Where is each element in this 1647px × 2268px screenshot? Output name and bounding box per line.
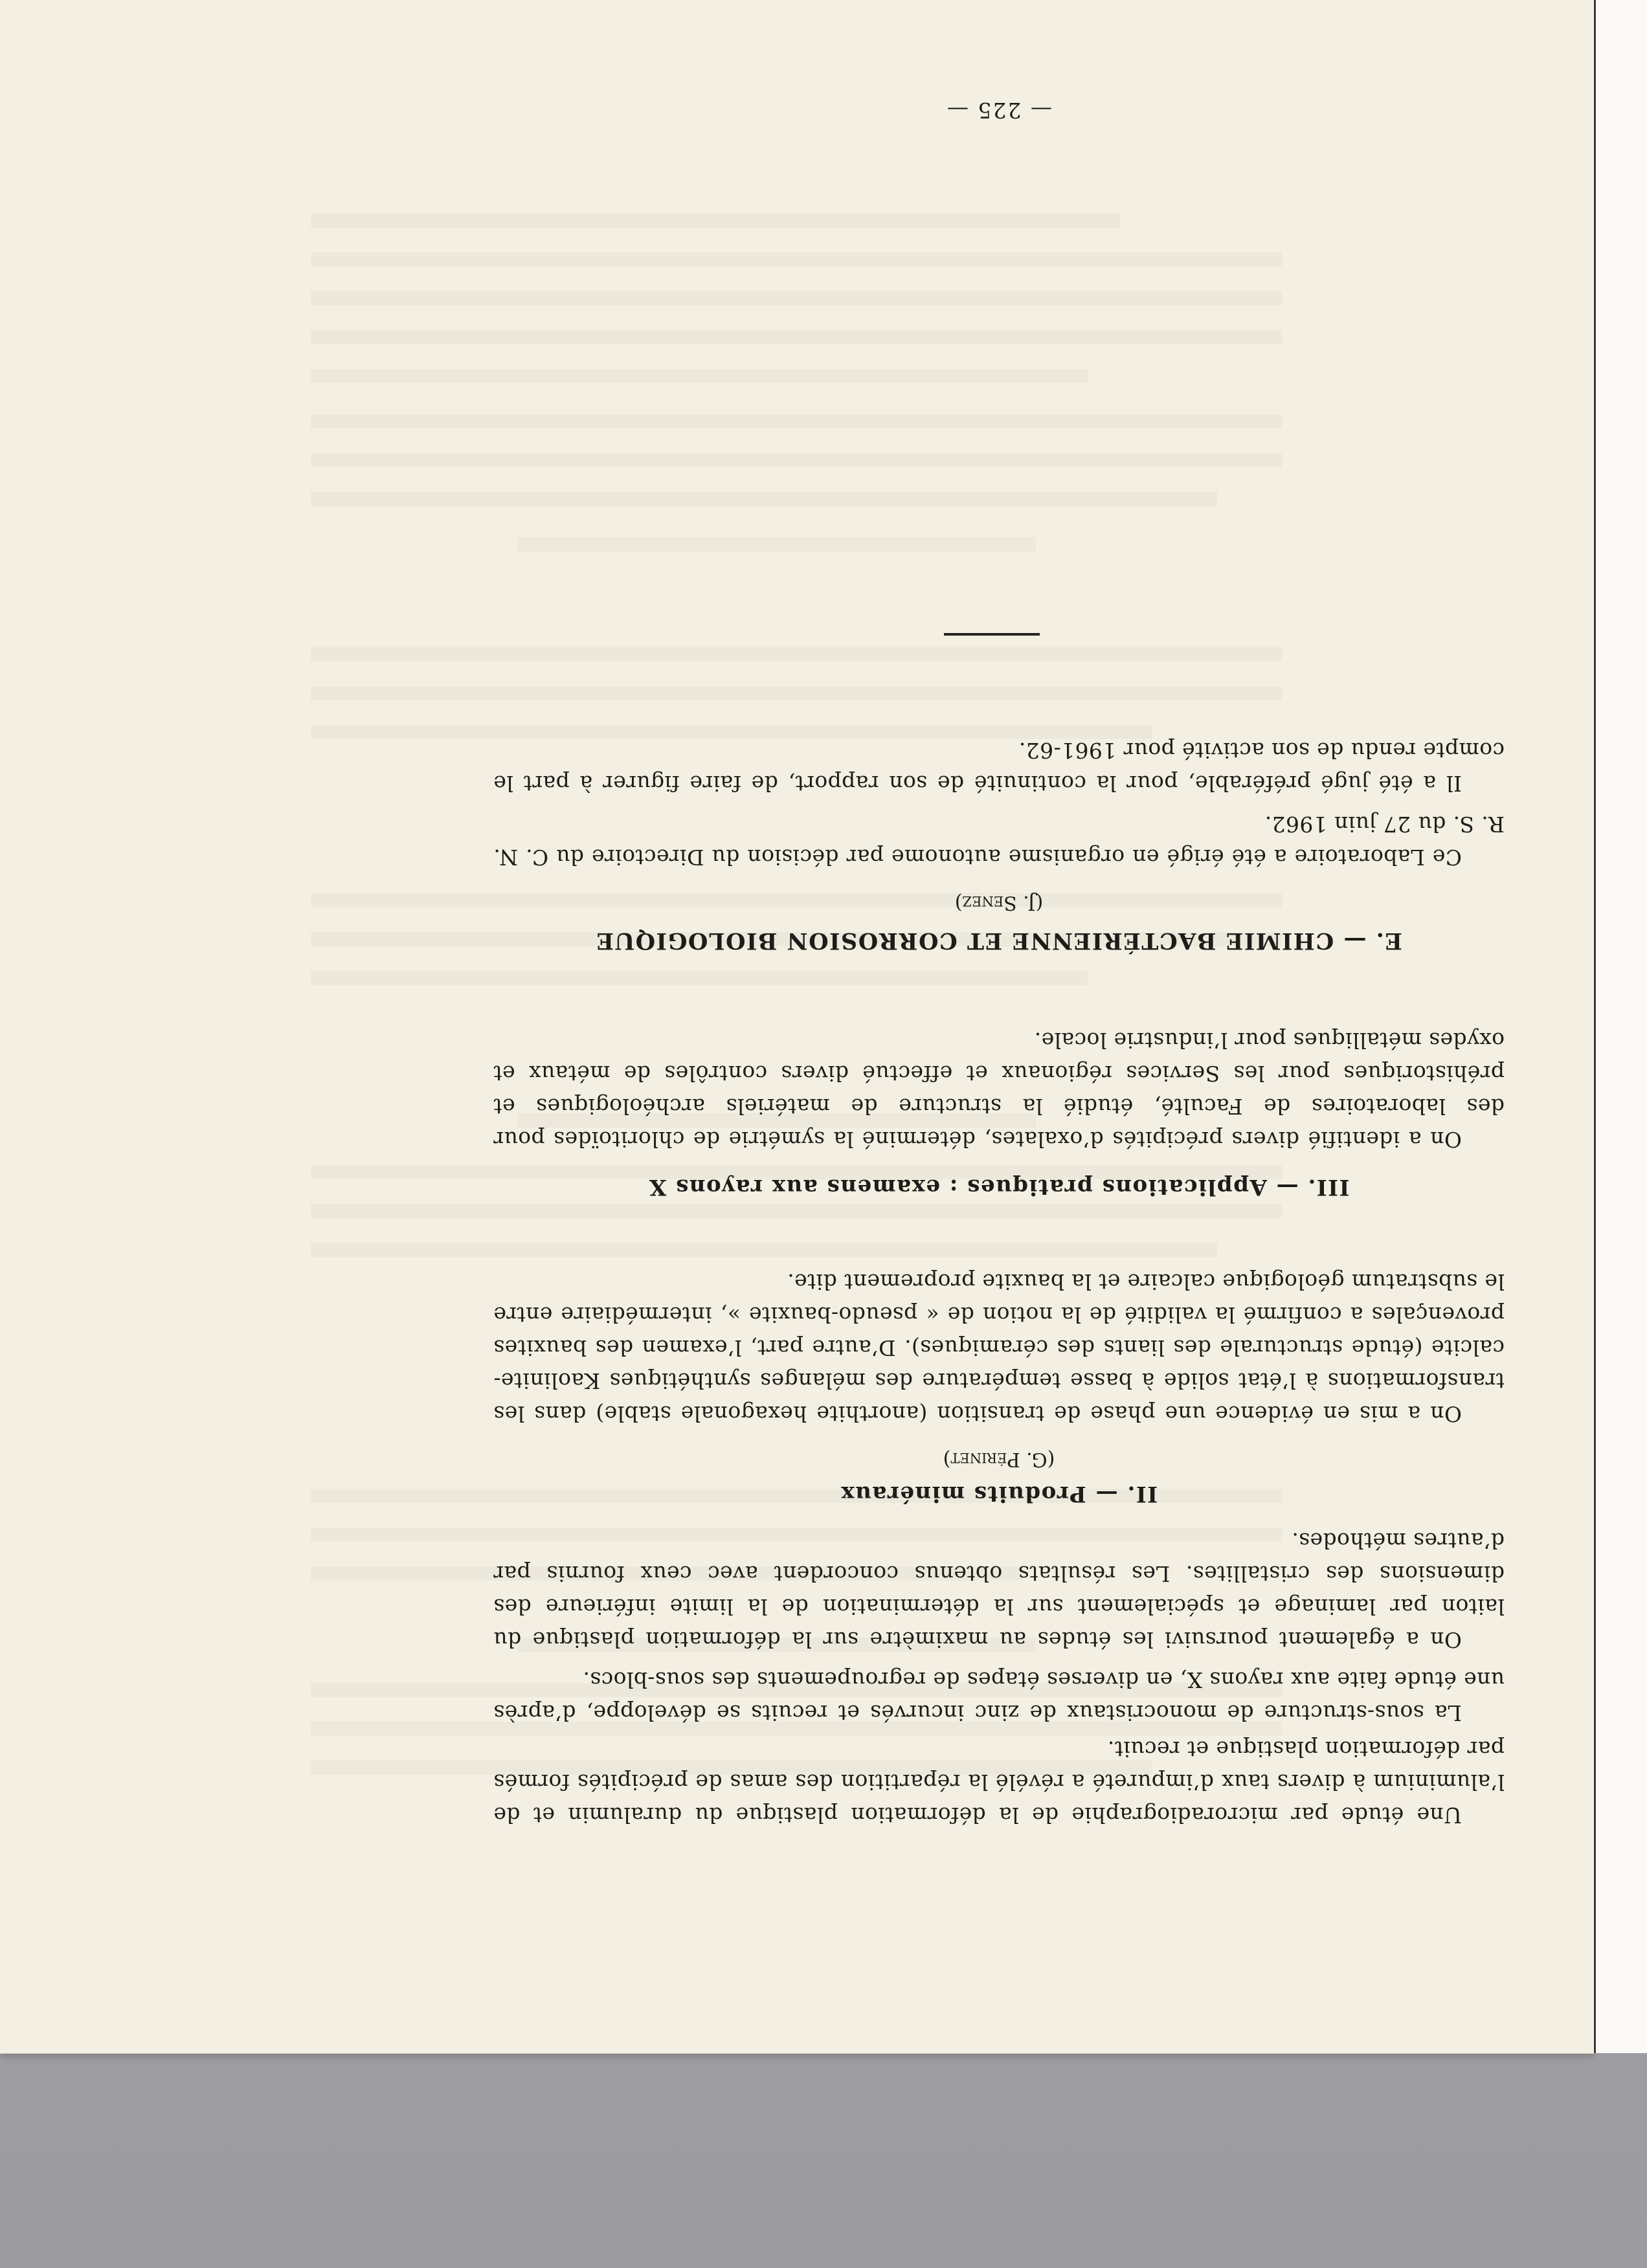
section-e-paragraph-2: Il a été jugé préférable, pour la continuité de son rapport, de faire figurer à part le compte rendu de son activité pour 1961-62.	[493, 738, 1505, 796]
intro-paragraph-3: On a également poursuivi les études au maximètre sur la déformation plastique du laiton par laminage et spécialement sur la détermination de la limite inférieure des dimensions des cristallites. Les résultats obtenus concordent avec ceux fournis par d’autres méthodes.	[493, 1528, 1505, 1652]
section-iii-heading: III. — Applications pratiques : examens aux rayons X	[648, 1174, 1350, 1200]
section-ii-paragraph: On a mis en évidence une phase de transition (anorthite hexagonale stable) dans les transformations à l’état solide à basse température des mélanges synthétiques Kaolinite-calcite (étude structurale des liants des céramiques). D’autre part, l’examen des bauxites provençales a confirmé la validité de la notion de « pseudo-bauxite », intermédiaire entre le substratum géologique calcaire et la bauxite proprement dite.	[493, 1269, 1505, 1427]
intro-paragraph-2: La sous-structure de monocristaux de zinc incurvés et recuits se développe, d’après une étude faite aux rayons X, en diverses étapes de regroupements des sous-blocs.	[493, 1667, 1505, 1726]
section-e-author: (J. Senez)	[954, 891, 1044, 914]
page-edge-strip	[1594, 0, 1647, 2053]
section-e-heading: E. — CHIMIE BACTÉRIENNE ET CORROSION BIOLOGIQUE	[595, 928, 1403, 954]
section-e-paragraph-1: Ce Laboratoire a été érigé en organisme autonome par décision du Directoire du C. N. R. S. du 27 juin 1962.	[493, 812, 1505, 870]
page-number: — 225 —	[946, 98, 1052, 123]
section-iii-paragraph: On a identifié divers précipités d’oxalates, déterminé la symétrie de chloritoïdes pour des laboratoires de Faculté, étudié la structure de matériels archéologiques et préhistoriques pour les Services régionaux et effectué divers contrôles de métaux et oxydes métalliques pour l’industrie locale.	[493, 1028, 1505, 1152]
intro-paragraph-1: Une étude par microradiographie de la déformation plastique du duralumin et de l’aluminium à divers taux d’impureté a révélé la répartition des amas de précipités formés par déformation plastique et recuit.	[493, 1737, 1505, 1828]
section-ii-heading: II. — Produits minéraux	[840, 1481, 1158, 1507]
section-divider-rule	[944, 633, 1040, 636]
section-ii-author: (G. Périnet)	[943, 1448, 1055, 1471]
